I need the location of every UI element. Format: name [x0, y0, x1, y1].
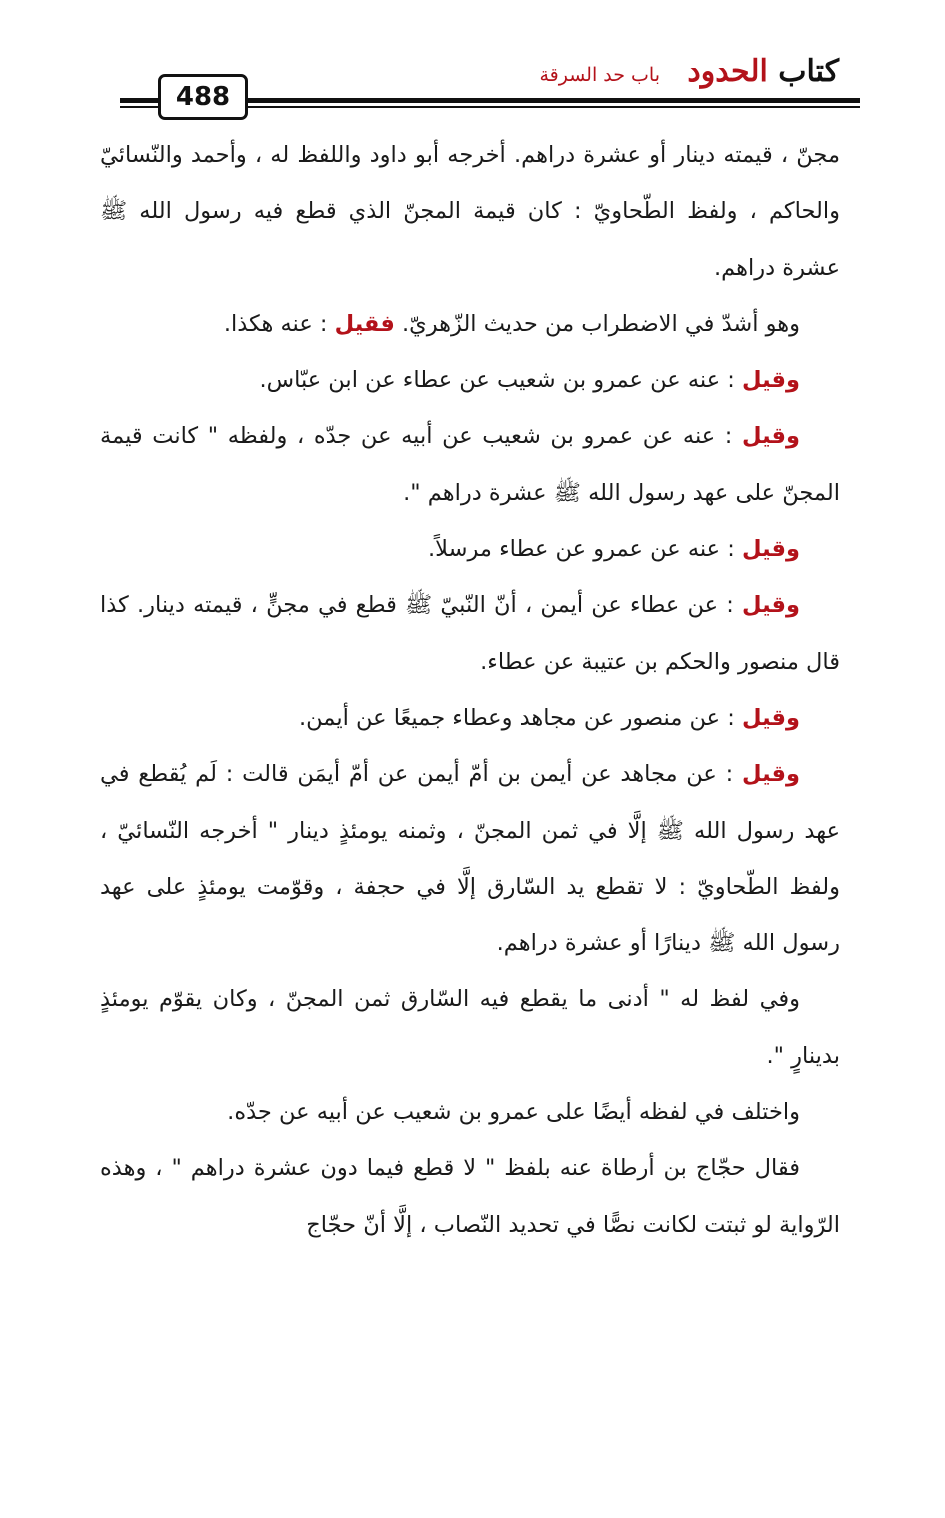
- keyword-qila: فقيل: [334, 310, 395, 337]
- paragraph-text: وفي لفظ له " أدنى ما يقطع فيه السّارق ثمن المجنّ ، وكان يقوّم يومئذٍ بدينارٍ ".: [100, 986, 840, 1069]
- paragraph-text: : عنه عن عمرو بن شعيب عن عطاء عن ابن عبّاس.: [259, 367, 742, 394]
- keyword-qila: وقيل: [742, 761, 800, 788]
- paragraph-text: واختلف في لفظه أيضًا على عمرو بن شعيب عن أبيه عن جدّه.: [227, 1099, 800, 1126]
- paragraph: [100, 352, 840, 408]
- paragraph: [100, 296, 840, 352]
- paragraph-text: : عنه هكذا.: [223, 310, 335, 337]
- chapter-title: باب حد السرقة: [539, 64, 660, 86]
- keyword-qila: وقيل: [742, 592, 800, 619]
- paragraph: [100, 971, 840, 1084]
- paragraph-text: وهو أشدّ في الاضطراب من حديث الزّهريّ.: [394, 310, 800, 337]
- keyword-qila: وقيل: [742, 423, 800, 450]
- book-title: [687, 52, 839, 92]
- paragraph-text: : عنه عن عمرو بن شعيب عن أبيه عن جدّه ، ولفظه " كانت قيمة المجنّ على عهد رسول الله ﷺ عشرة دراهم ".: [100, 423, 840, 506]
- paragraph-text: مجنّ ، قيمته دينار أو عشرة دراهم. أخرجه أبو داود واللفظ له ، وأحمد والنّسائيّ والحاكم ، ولفظ الطّحاويّ : كان قيمة المجنّ الذي قطع فيه رسول الله ﷺ عشرة دراهم.: [100, 142, 840, 281]
- paragraph-text: : عنه عن عمرو عن عطاء مرسلاً.: [428, 536, 742, 563]
- paragraph: [100, 1084, 840, 1140]
- keyword-qila: وقيل: [742, 367, 800, 394]
- keyword-qila: وقيل: [742, 536, 800, 563]
- paragraph-text: : عن عطاء عن أيمن ، أنّ النّبيّ ﷺ قطع في مجنٍّ ، قيمته دينار. كذا قال منصور والحكم بن عتيبة عن عطاء.: [100, 592, 840, 675]
- paragraph-text: فقال حجّاج بن أرطاة عنه بلفظ " لا قطع فيما دون عشرة دراهم " ، وهذه الرّواية لو ثبتت لكانت نصًّا في تحديد النّصاب ، إلَّا أنّ حجّاج: [100, 1155, 840, 1238]
- paragraph-text: : عن مجاهد عن أيمن بن أمّ أيمن عن أمّ أيمَن قالت : لَم يُقطع في عهد رسول الله ﷺ إلَّا في ثمن المجنّ ، وثمنه يومئذٍ دينار " أخرجه النّسائيّ ، ولفظ الطّحاويّ : لا تقطع يد السّارق إلَّا في حجفة ، وقوّمت يومئذٍ على عهد رسول الله ﷺ دينارًا أو عشرة دراهم.: [100, 761, 840, 957]
- paragraph: [100, 127, 840, 296]
- paragraph-text: : عن منصور عن مجاهد وعطاء جميعًا عن أيمن.: [299, 704, 742, 731]
- paragraph: [100, 690, 840, 746]
- paragraph: [100, 746, 840, 971]
- paragraph: [100, 577, 840, 690]
- body-text: [100, 127, 840, 1253]
- keyword-qila: وقيل: [742, 704, 800, 731]
- paragraph: [100, 408, 840, 521]
- paragraph: [100, 1140, 840, 1253]
- book-title-word2: الحدود: [687, 54, 768, 89]
- page-number: 488: [158, 74, 248, 120]
- paragraph: [100, 521, 840, 577]
- book-title-word1: كتاب: [778, 54, 839, 89]
